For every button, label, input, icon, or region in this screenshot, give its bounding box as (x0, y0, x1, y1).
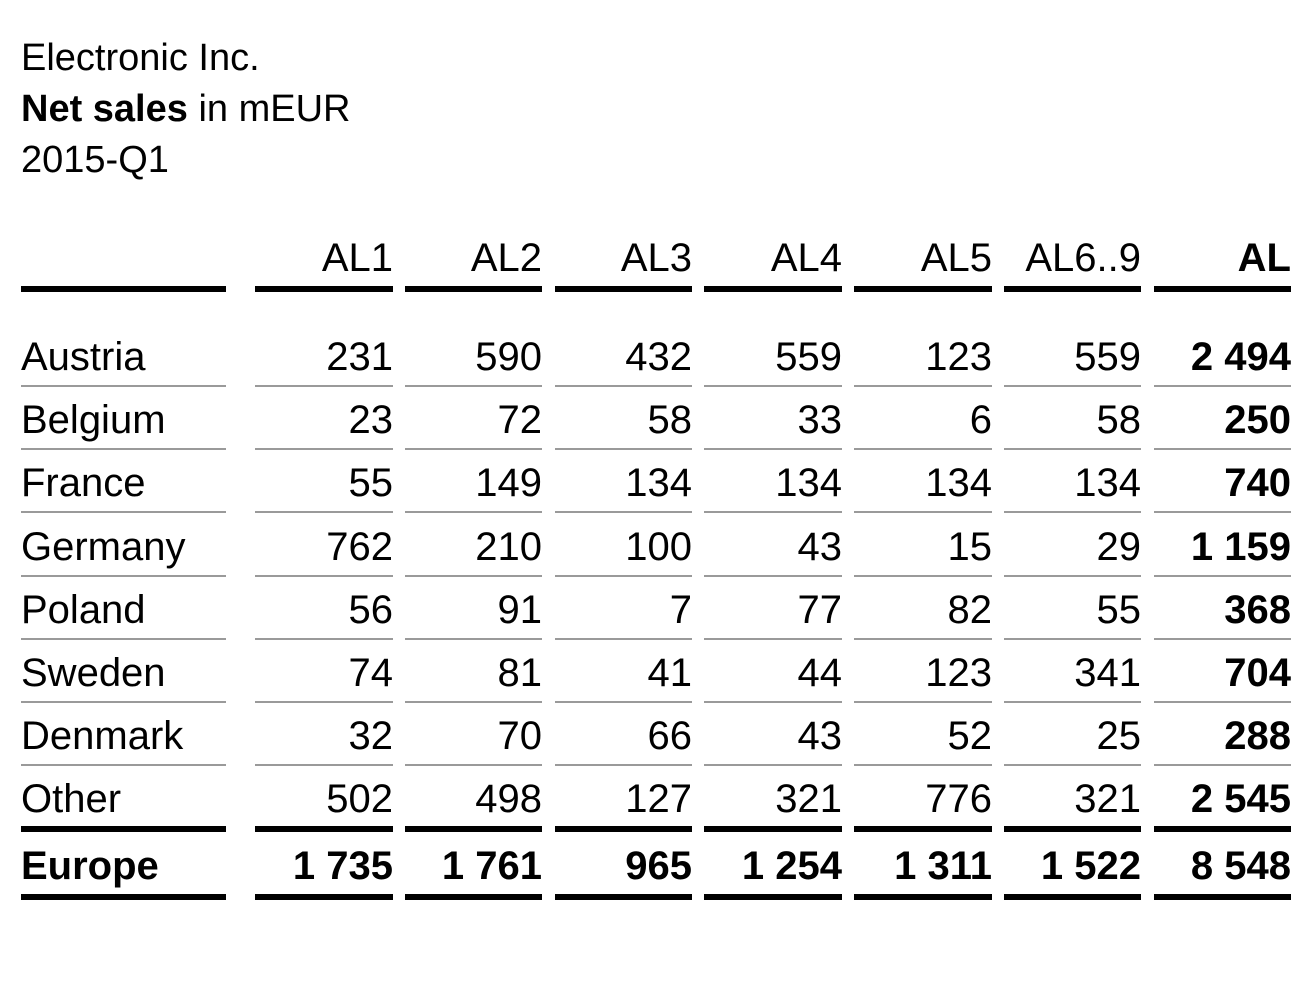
value-cell: 23 (348, 398, 393, 443)
row-label: Germany (21, 524, 186, 569)
row-separator (704, 511, 842, 513)
value-cell: 91 (497, 587, 542, 632)
bottom-rule (704, 894, 842, 900)
value-cell: 72 (497, 398, 542, 443)
value-cell: 134 (925, 461, 992, 506)
value-cell: 43 (797, 524, 842, 569)
summary-value: 1 254 (741, 844, 842, 888)
value-cell: 58 (1096, 398, 1141, 443)
bottom-rule (555, 894, 692, 900)
company-name: Electronic Inc. (21, 37, 260, 79)
row-separator (21, 575, 226, 577)
value-cell: 432 (625, 335, 692, 379)
row-separator (405, 575, 542, 577)
header-rule (555, 286, 692, 292)
row-separator (1004, 701, 1141, 703)
row-label: Austria (21, 335, 146, 379)
value-cell: 7 (669, 587, 692, 632)
value-cell: 56 (348, 587, 393, 632)
value-cell: 70 (497, 714, 542, 759)
summary-rule (21, 826, 226, 832)
column-header: AL1 (321, 236, 393, 280)
row-separator (704, 638, 842, 640)
row-separator (21, 511, 226, 513)
bottom-rule (1154, 894, 1291, 900)
value-cell: 15 (947, 524, 992, 569)
summary-total: 8 548 (1190, 844, 1291, 888)
value-cell: 134 (1074, 461, 1141, 506)
value-cell: 77 (797, 587, 842, 632)
row-separator (854, 385, 992, 387)
value-cell: 29 (1096, 524, 1141, 569)
summary-value: 1 761 (441, 844, 542, 888)
row-separator (1004, 764, 1141, 766)
row-separator (255, 511, 393, 513)
total-cell: 368 (1224, 587, 1291, 632)
row-separator (555, 511, 692, 513)
header-rule (255, 286, 393, 292)
column-header: AL2 (470, 236, 542, 280)
row-separator (21, 638, 226, 640)
summary-rule (1004, 826, 1141, 832)
period-label: 2015-Q1 (21, 139, 169, 181)
row-label: Belgium (21, 398, 166, 443)
value-cell: 123 (925, 335, 992, 379)
row-separator (854, 575, 992, 577)
measure-name: Net sales (21, 88, 188, 130)
row-separator (854, 701, 992, 703)
value-cell: 81 (497, 651, 542, 695)
row-separator (21, 764, 226, 766)
header-rule (704, 286, 842, 292)
bottom-rule (854, 894, 992, 900)
row-separator (704, 701, 842, 703)
summary-rule (405, 826, 542, 832)
row-label: Denmark (21, 714, 184, 759)
row-separator (255, 764, 393, 766)
summary-label: Europe (21, 844, 159, 888)
row-separator (405, 638, 542, 640)
row-separator (255, 638, 393, 640)
value-cell: 43 (797, 714, 842, 759)
row-separator (854, 511, 992, 513)
row-separator (1154, 638, 1291, 640)
row-label: Sweden (21, 651, 166, 695)
row-separator (704, 575, 842, 577)
row-separator (1154, 511, 1291, 513)
row-separator (555, 764, 692, 766)
summary-rule (555, 826, 692, 832)
header-rule (21, 286, 226, 292)
value-cell: 32 (348, 714, 393, 759)
total-cell: 2 494 (1190, 335, 1291, 379)
row-separator (405, 701, 542, 703)
row-separator (1004, 638, 1141, 640)
row-separator (1004, 575, 1141, 577)
value-cell: 33 (797, 398, 842, 443)
column-header: AL3 (620, 236, 692, 280)
value-cell: 134 (775, 461, 842, 506)
value-cell: 66 (647, 714, 692, 759)
value-cell: 559 (775, 335, 842, 379)
value-cell: 498 (475, 777, 542, 822)
total-cell: 740 (1224, 461, 1291, 506)
value-cell: 100 (625, 524, 692, 569)
row-separator (405, 448, 542, 450)
value-cell: 6 (969, 398, 992, 443)
row-separator (1154, 448, 1291, 450)
row-label: France (21, 461, 146, 506)
value-cell: 55 (1096, 587, 1141, 632)
measure-unit: in mEUR (187, 88, 351, 130)
bottom-rule (21, 894, 226, 900)
column-header: AL5 (920, 236, 992, 280)
value-cell: 231 (326, 335, 393, 379)
value-cell: 321 (1074, 777, 1141, 822)
row-separator (21, 701, 226, 703)
row-separator (555, 448, 692, 450)
row-separator (854, 764, 992, 766)
row-separator (255, 701, 393, 703)
header-rule (1154, 286, 1291, 292)
bottom-rule (1004, 894, 1141, 900)
row-separator (405, 385, 542, 387)
total-cell: 2 545 (1190, 777, 1291, 822)
row-separator (1004, 511, 1141, 513)
row-separator (1004, 448, 1141, 450)
total-cell: 1 159 (1190, 524, 1291, 569)
header-rule (405, 286, 542, 292)
row-label: Poland (21, 587, 146, 632)
value-cell: 58 (647, 398, 692, 443)
summary-value: 1 522 (1040, 844, 1141, 888)
total-cell: 250 (1224, 398, 1291, 443)
summary-value: 1 735 (292, 844, 393, 888)
summary-value: 1 311 (894, 844, 992, 888)
column-header: AL (1237, 236, 1291, 280)
row-separator (555, 638, 692, 640)
summary-value: 965 (625, 844, 692, 888)
row-label: Other (21, 777, 122, 822)
total-cell: 288 (1224, 714, 1291, 759)
row-separator (555, 701, 692, 703)
row-separator (555, 575, 692, 577)
summary-rule (1154, 826, 1291, 832)
value-cell: 341 (1074, 651, 1141, 695)
value-cell: 559 (1074, 335, 1141, 379)
row-separator (1154, 764, 1291, 766)
value-cell: 44 (797, 651, 842, 695)
total-cell: 704 (1224, 651, 1291, 695)
row-separator (255, 448, 393, 450)
row-separator (704, 448, 842, 450)
row-separator (21, 385, 226, 387)
value-cell: 149 (475, 461, 542, 506)
column-header: AL4 (770, 236, 842, 280)
row-separator (1154, 701, 1291, 703)
column-header: AL6..9 (1025, 236, 1141, 280)
value-cell: 776 (925, 777, 992, 822)
row-separator (854, 638, 992, 640)
row-separator (704, 385, 842, 387)
row-separator (555, 385, 692, 387)
value-cell: 41 (647, 651, 692, 695)
value-cell: 134 (625, 461, 692, 506)
row-separator (21, 448, 226, 450)
value-cell: 55 (348, 461, 393, 506)
value-cell: 762 (326, 524, 393, 569)
row-separator (255, 575, 393, 577)
value-cell: 502 (326, 777, 393, 822)
value-cell: 321 (775, 777, 842, 822)
summary-rule (255, 826, 393, 832)
value-cell: 210 (475, 524, 542, 569)
value-cell: 74 (348, 651, 393, 695)
header-rule (854, 286, 992, 292)
bottom-rule (405, 894, 542, 900)
row-separator (1154, 385, 1291, 387)
value-cell: 52 (947, 714, 992, 759)
summary-rule (854, 826, 992, 832)
row-separator (255, 385, 393, 387)
row-separator (405, 511, 542, 513)
bottom-rule (255, 894, 393, 900)
value-cell: 127 (625, 777, 692, 822)
value-cell: 590 (475, 335, 542, 379)
row-separator (1154, 575, 1291, 577)
value-cell: 25 (1096, 714, 1141, 759)
summary-rule (704, 826, 842, 832)
row-separator (1004, 385, 1141, 387)
row-separator (405, 764, 542, 766)
value-cell: 123 (925, 651, 992, 695)
row-separator (704, 764, 842, 766)
header-rule (1004, 286, 1141, 292)
value-cell: 82 (947, 587, 992, 632)
row-separator (854, 448, 992, 450)
